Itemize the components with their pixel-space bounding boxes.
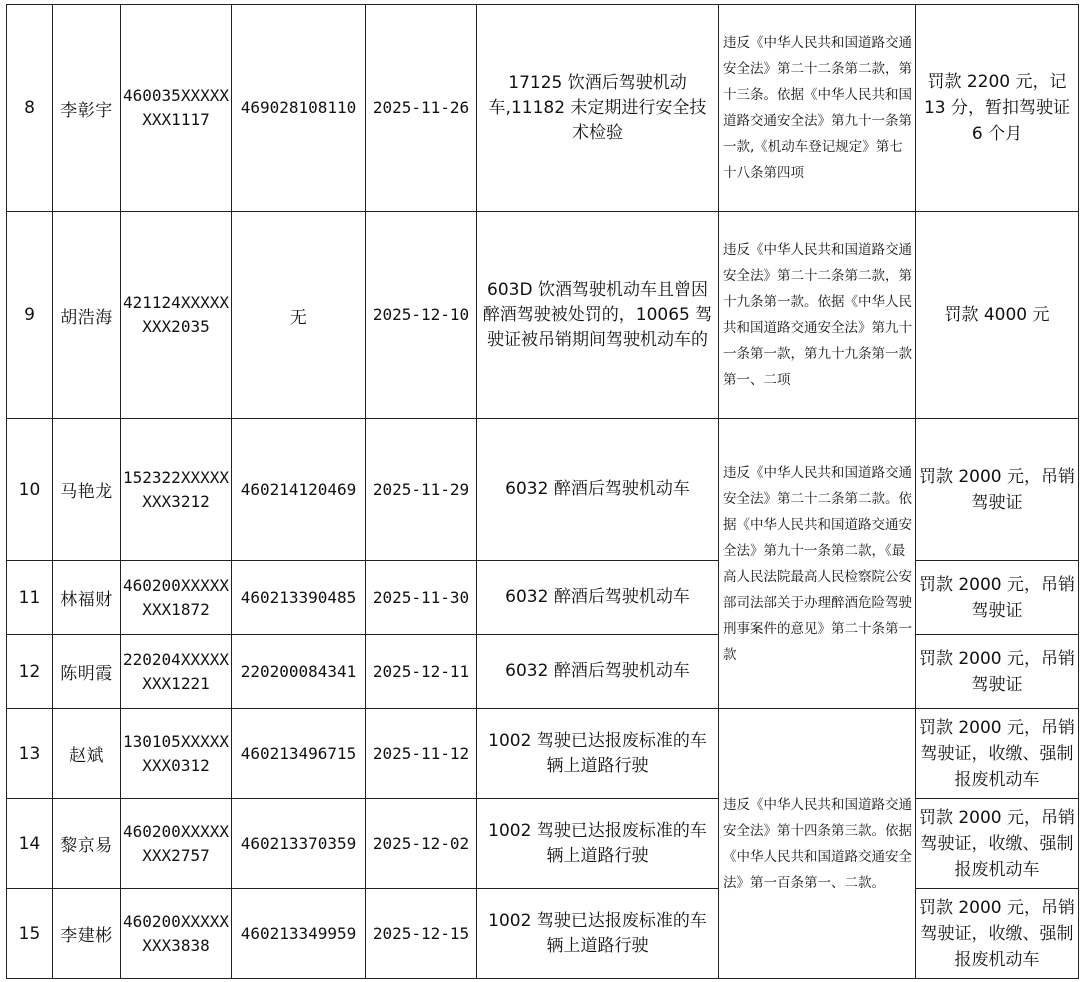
id-number: 460200XXXXXXXX2757 — [121, 799, 232, 889]
person-name: 李彰宇 — [53, 5, 121, 212]
person-name: 黎京易 — [53, 799, 121, 889]
id-number: 460200XXXXXXXX3838 — [121, 889, 232, 979]
license-number: 460213349959 — [232, 889, 366, 979]
id-number: 460035XXXXXXXX1117 — [121, 5, 232, 212]
penalty: 罚款 2000 元，吊销驾驶证 — [916, 561, 1079, 635]
license-number: 无 — [232, 212, 366, 419]
violation-description: 6032 醉酒后驾驶机动车 — [477, 635, 719, 709]
row-number: 9 — [7, 212, 53, 419]
violation-date: 2025-11-12 — [366, 709, 477, 799]
id-number: 130105XXXXXXXX0312 — [121, 709, 232, 799]
person-name: 李建彬 — [53, 889, 121, 979]
table-row — [7, 709, 1079, 799]
legal-basis: 违反《中华人民共和国道路交通安全法》第二十二条第二款，第十三条。依据《中华人民共和国道路交通安全法》第九十一条第一款,《机动车登记规定》第七十八条第四项 — [719, 5, 916, 212]
license-number: 460213496715 — [232, 709, 366, 799]
table-row — [7, 5, 1079, 212]
traffic-penalty-table — [6, 4, 1079, 979]
table-row — [7, 635, 1079, 709]
penalty: 罚款 4000 元 — [916, 212, 1079, 419]
row-number: 13 — [7, 709, 53, 799]
id-number: 152322XXXXXXXX3212 — [121, 419, 232, 561]
violation-description: 1002 驾驶已达报废标准的车辆上道路行驶 — [477, 889, 719, 979]
violation-description: 1002 驾驶已达报废标准的车辆上道路行驶 — [477, 799, 719, 889]
table-row — [7, 419, 1079, 561]
license-number: 460214120469 — [232, 419, 366, 561]
row-number: 14 — [7, 799, 53, 889]
person-name: 陈明霞 — [53, 635, 121, 709]
license-number: 460213390485 — [232, 561, 366, 635]
penalty: 罚款 2200 元，记 13 分，暂扣驾驶证 6 个月 — [916, 5, 1079, 212]
violation-description: 1002 驾驶已达报废标准的车辆上道路行驶 — [477, 709, 719, 799]
penalty: 罚款 2000 元，吊销驾驶证 — [916, 419, 1079, 561]
penalty: 罚款 2000 元，吊销驾驶证，收缴、强制报废机动车 — [916, 709, 1079, 799]
row-number: 11 — [7, 561, 53, 635]
id-number: 421124XXXXXXXX2035 — [121, 212, 232, 419]
table-row — [7, 212, 1079, 419]
person-name: 林福财 — [53, 561, 121, 635]
id-number: 460200XXXXXXXX1872 — [121, 561, 232, 635]
license-number: 469028108110 — [232, 5, 366, 212]
table-row — [7, 799, 1079, 889]
license-number: 220200084341 — [232, 635, 366, 709]
penalty: 罚款 2000 元，吊销驾驶证，收缴、强制报废机动车 — [916, 799, 1079, 889]
row-number: 12 — [7, 635, 53, 709]
row-number: 10 — [7, 419, 53, 561]
license-number: 460213370359 — [232, 799, 366, 889]
violation-description: 17125 饮酒后驾驶机动车,11182 未定期进行安全技术检验 — [477, 5, 719, 212]
violation-date: 2025-11-29 — [366, 419, 477, 561]
penalty: 罚款 2000 元，吊销驾驶证，收缴、强制报废机动车 — [916, 889, 1079, 979]
violation-date: 2025-12-11 — [366, 635, 477, 709]
violation-description: 6032 醉酒后驾驶机动车 — [477, 419, 719, 561]
table-row — [7, 889, 1079, 979]
person-name: 赵斌 — [53, 709, 121, 799]
legal-basis-merged: 违反《中华人民共和国道路交通安全法》第二十二条第二款。依据《中华人民共和国道路交通安全法》第九十一条第二款，《最高人民法院最高人民检察院公安部司法部关于办理醉酒危险驾驶刑事案件的意见》第二十条第一款 — [719, 419, 916, 709]
violation-date: 2025-12-15 — [366, 889, 477, 979]
table-row — [7, 561, 1079, 635]
violation-date: 2025-11-26 — [366, 5, 477, 212]
person-name: 胡浩海 — [53, 212, 121, 419]
person-name: 马艳龙 — [53, 419, 121, 561]
violation-description: 603D 饮酒驾驶机动车且曾因醉酒驾驶被处罚的，10065 驾驶证被吊销期间驾驶机动车的 — [477, 212, 719, 419]
violation-date: 2025-12-10 — [366, 212, 477, 419]
id-number: 220204XXXXXXXX1221 — [121, 635, 232, 709]
violation-description: 6032 醉酒后驾驶机动车 — [477, 561, 719, 635]
violation-date: 2025-12-02 — [366, 799, 477, 889]
row-number: 15 — [7, 889, 53, 979]
row-number: 8 — [7, 5, 53, 212]
violation-date: 2025-11-30 — [366, 561, 477, 635]
penalty: 罚款 2000 元，吊销驾驶证 — [916, 635, 1079, 709]
legal-basis-merged: 违反《中华人民共和国道路交通安全法》第十四条第三款。依据《中华人民共和国道路交通安全法》第一百条第一、二款。 — [719, 709, 916, 979]
legal-basis: 违反《中华人民共和国道路交通安全法》第二十二条第二款，第十九条第一款。依据《中华人民共和国道路交通安全法》第九十一条第一款，第九十九条第一款第一、二项 — [719, 212, 916, 419]
